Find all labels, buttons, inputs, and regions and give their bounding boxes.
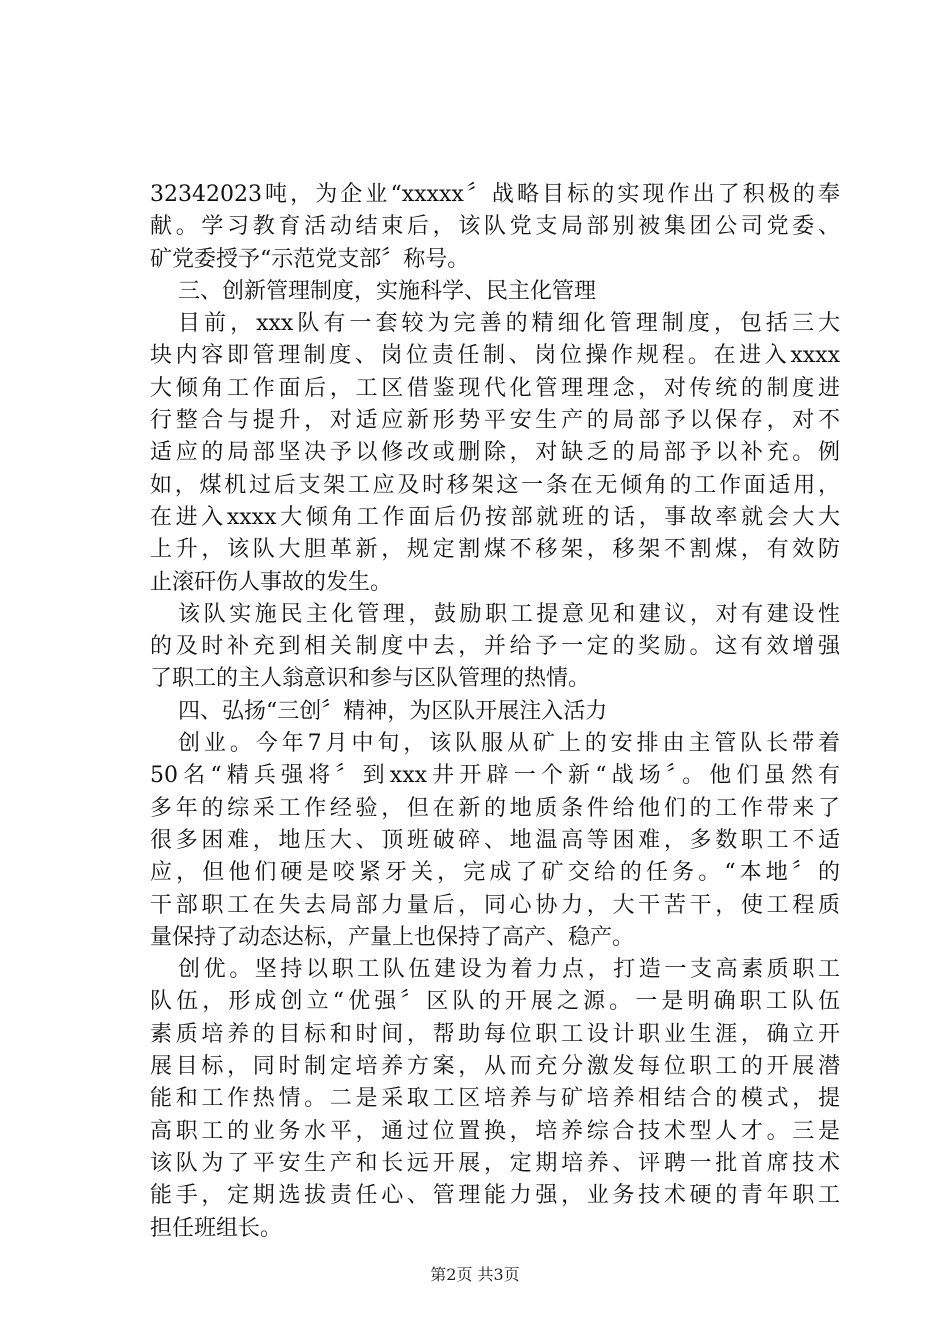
- text-line: 创优。坚持以职工队伍建设为着力点，打造一支高素质职工: [178, 957, 840, 983]
- text-line: 干部职工在失去局部力量后，同心协力，大干苦干，使工程质: [150, 892, 840, 918]
- text-line: 在进入xxxx大倾角工作面后仍按部就班的话，事故率就会大大: [150, 504, 840, 530]
- text-line: 该队为了平安生产和长远开展，定期培养、评聘一批首席技术: [150, 1150, 840, 1176]
- text-line: 适应的局部坚决予以修改或删除，对缺乏的局部予以补充。例: [150, 440, 840, 466]
- text-line: 素质培养的目标和时间，帮助每位职工设计职业生涯，确立开: [150, 1021, 840, 1047]
- text-line: 创业。今年7月中旬，该队服从矿上的安排由主管队长带着: [178, 731, 840, 757]
- text-line: 能手，定期选拔责任心、管理能力强，业务技术硬的青年职工: [150, 1183, 840, 1209]
- text-line: 能和工作热情。二是采取工区培养与矿培养相结合的模式，提: [150, 1086, 840, 1112]
- document-body: [150, 179, 840, 1245]
- text-line: 上升，该队大胆革新，规定割煤不移架，移架不割煤，有效防: [150, 537, 840, 563]
- text-line: 行整合与提升，对适应新形势平安生产的局部予以保存，对不: [150, 408, 840, 434]
- text-line: 三、创新管理制度，实施科学、民主化管理: [178, 278, 597, 304]
- text-line: 大倾角工作面后，工区借鉴现代化管理理念，对传统的制度进: [150, 375, 840, 401]
- text-line: 四、弘扬“三创〞精神，为区队开展注入活力: [178, 698, 608, 724]
- text-line: 如，煤机过后支架工应及时移架这一条在无倾角的工作面适用，: [150, 472, 840, 498]
- text-line: 32342023吨，为企业“xxxxx〞战略目标的实现作出了积极的奉: [150, 182, 840, 207]
- text-line: 目前，xxx队有一套较为完善的精细化管理制度，包括三大: [178, 311, 840, 337]
- text-line: 量保持了动态达标，产量上也保持了高产、稳产。: [150, 924, 635, 950]
- text-line: 很多困难，地压大、顶班破碎、地温高等困难，多数职工不适: [150, 827, 840, 853]
- text-line: 队伍，形成创立“优强〞区队的开展之源。一是明确职工队伍: [150, 989, 840, 1015]
- text-line: 止滚矸伤人事故的发生。: [150, 569, 393, 595]
- text-line: 块内容即管理制度、岗位责任制、岗位操作规程。在进入xxxx: [150, 343, 840, 369]
- page-footer: 第2页 共3页: [430, 1265, 520, 1284]
- text-line: 高职工的业务水平，通过位置换，培养综合技术型人才。三是: [150, 1118, 840, 1144]
- text-line: 矿党委授予“示范党支部〞称号。: [150, 246, 470, 272]
- text-line: 多年的综采工作经验，但在新的地质条件给他们的工作带来了: [150, 795, 840, 821]
- text-line: 展目标，同时制定培养方案，从而充分激发每位职工的开展潜: [150, 1054, 840, 1080]
- text-line: 的及时补充到相关制度中去，并给予一定的奖励。这有效增强: [150, 634, 840, 660]
- text-line: 了职工的主人翁意识和参与区队管理的热情。: [150, 666, 591, 692]
- text-line: 献。学习教育活动结束后，该队党支局部别被集团公司党委、: [150, 214, 840, 240]
- text-line: 50名“精兵强将〞到xxx井开辟一个新“战场〞。他们虽然有: [150, 763, 840, 789]
- text-line: 担任班组长。: [150, 1215, 283, 1241]
- text-line: 应，但他们硬是咬紧牙关，完成了矿交给的任务。“本地〞的: [150, 860, 840, 886]
- text-line: 该队实施民主化管理，鼓励职工提意见和建议，对有建设性: [178, 601, 840, 627]
